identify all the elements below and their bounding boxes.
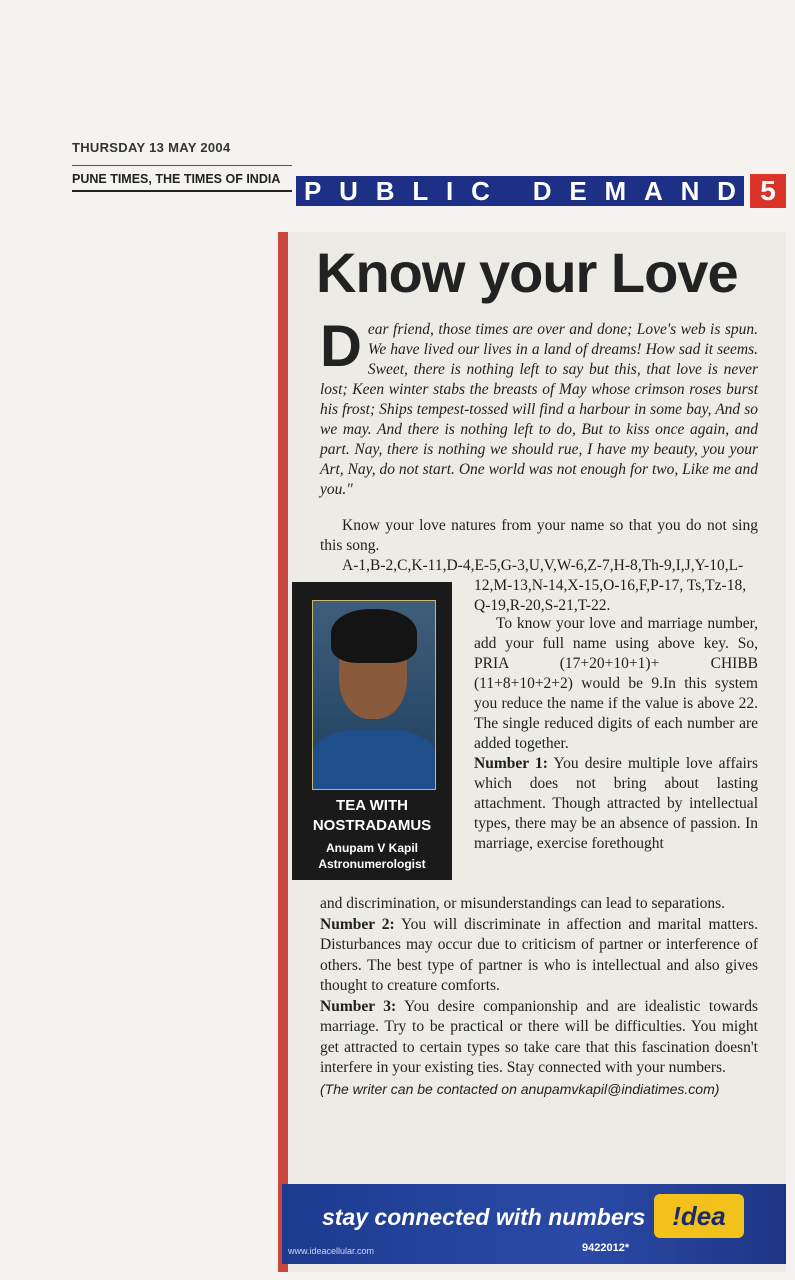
paper-name: PUNE TIMES, THE TIMES OF INDIA bbox=[72, 172, 281, 186]
section-letter: A bbox=[643, 175, 663, 206]
idea-ad-banner[interactable] bbox=[282, 1184, 786, 1264]
section-spacer bbox=[508, 176, 515, 207]
writer-credit: (The writer can be contacted on anupamvkapil@indiatimes.com) bbox=[320, 1080, 720, 1097]
photo-shirt bbox=[313, 729, 435, 790]
key-line: A-1,B-2,C,K-11,D-4,E-5,G-3,U,V,W-6,Z-7,H-8,Th-9,I,J,Y-10,L- bbox=[342, 557, 744, 574]
number-label: Number 2: bbox=[320, 915, 395, 933]
paragraph: To know your love and marriage number, add your full name using above key. So, PRIA (17+20+10+1)+ CHIBB (11+8+10+2+2) would be 9.In this system you reduce the name if the value is above 22. The single reduced digits of each number are added together. bbox=[474, 615, 758, 752]
section-letter: C bbox=[471, 175, 490, 206]
page-number: 5 bbox=[750, 174, 786, 208]
section-letter: I bbox=[446, 175, 454, 206]
number-text: You desire companionship and are idealistic towards marriage. Try to be practical or there will be difficulties. You might get attracted to certain types so take care that this fascination doesn't interfere in your existing ties. Stay connected with your numbers. bbox=[320, 997, 758, 1076]
body-bottom bbox=[320, 894, 758, 1099]
author-role: Astronumerologist bbox=[318, 857, 426, 871]
number-label: Number 3: bbox=[320, 997, 397, 1015]
section-letter: M bbox=[604, 175, 627, 206]
ad-code: 9422012* bbox=[582, 1242, 630, 1254]
section-letter: U bbox=[339, 175, 358, 206]
intro-text: ear friend, those times are over and done; Love's web is spun. We have lived our lives in a land of dreams! How sad it seems. Sweet, there is nothing left to say but this, that love is never lost; Keen winter stabs the breasts of May whose crimson roses burst his frost; Ships tempest-tossed will find a harbour in some bay, And so we may. And there is nothing left to do, But to kiss once again, and part. Nay, there is nothing we should rue, I have my beauty, you your Art, Nay, do not start. One world was not enough for two, Like me and you." bbox=[320, 321, 758, 498]
section-letter: B bbox=[375, 175, 395, 206]
intro-poem bbox=[320, 314, 758, 500]
photo-hair bbox=[331, 609, 417, 663]
number-3-paragraph bbox=[320, 997, 758, 1079]
section-letter: L bbox=[412, 175, 429, 206]
ad-slogan: stay connected with numbers bbox=[322, 1204, 646, 1230]
masthead-underline bbox=[72, 190, 292, 192]
author-name: Anupam V Kapil bbox=[325, 841, 418, 855]
section-banner bbox=[296, 176, 744, 206]
number-text: You desire multiple love affairs which does not bring about lasting attachment. Though attracted by intellectual types, there may be an absence of passion. In marriage, exercise forethought bbox=[474, 755, 758, 852]
idea-logo-icon: !dea bbox=[654, 1194, 744, 1238]
number-label: Number 1: bbox=[474, 755, 548, 772]
right-column bbox=[474, 614, 758, 854]
section-letter: N bbox=[680, 175, 700, 206]
section-letter: E bbox=[569, 175, 587, 206]
masthead-rule bbox=[72, 165, 292, 166]
paragraph: Know your love natures from your name so that you do not sing this song. bbox=[320, 517, 758, 554]
number-text: You will discriminate in affection and marital matters. Disturbances may occur due to criticism of partner or interference of others. The best type of partner is who is intellectual and also gives thought to creature comforts. bbox=[320, 915, 758, 994]
paragraph: and discrimination, or misunderstandings can lead to separations. bbox=[320, 895, 726, 912]
author-photo-box bbox=[292, 582, 452, 880]
headline: Know your Love bbox=[316, 241, 738, 304]
number-1-paragraph bbox=[474, 754, 758, 854]
author-photo bbox=[312, 600, 436, 790]
number-2-paragraph bbox=[320, 915, 758, 997]
section-letter: D bbox=[532, 175, 552, 206]
drop-cap: D bbox=[320, 314, 362, 379]
section-letter: P bbox=[304, 175, 322, 206]
issue-date: THURSDAY 13 MAY 2004 bbox=[72, 140, 231, 155]
column-title: TEA WITH NOSTRADAMUS bbox=[312, 797, 432, 834]
ad-url[interactable]: www.ideacellular.com bbox=[288, 1246, 375, 1256]
key-line: 12,M-13,N-14,X-15,O-16,F,P-17, Ts,Tz-18, Q-19,R-20,S-21,T-22. bbox=[474, 577, 747, 614]
masthead bbox=[72, 140, 292, 192]
author-caption bbox=[292, 840, 452, 872]
section-letter: D bbox=[717, 175, 736, 206]
